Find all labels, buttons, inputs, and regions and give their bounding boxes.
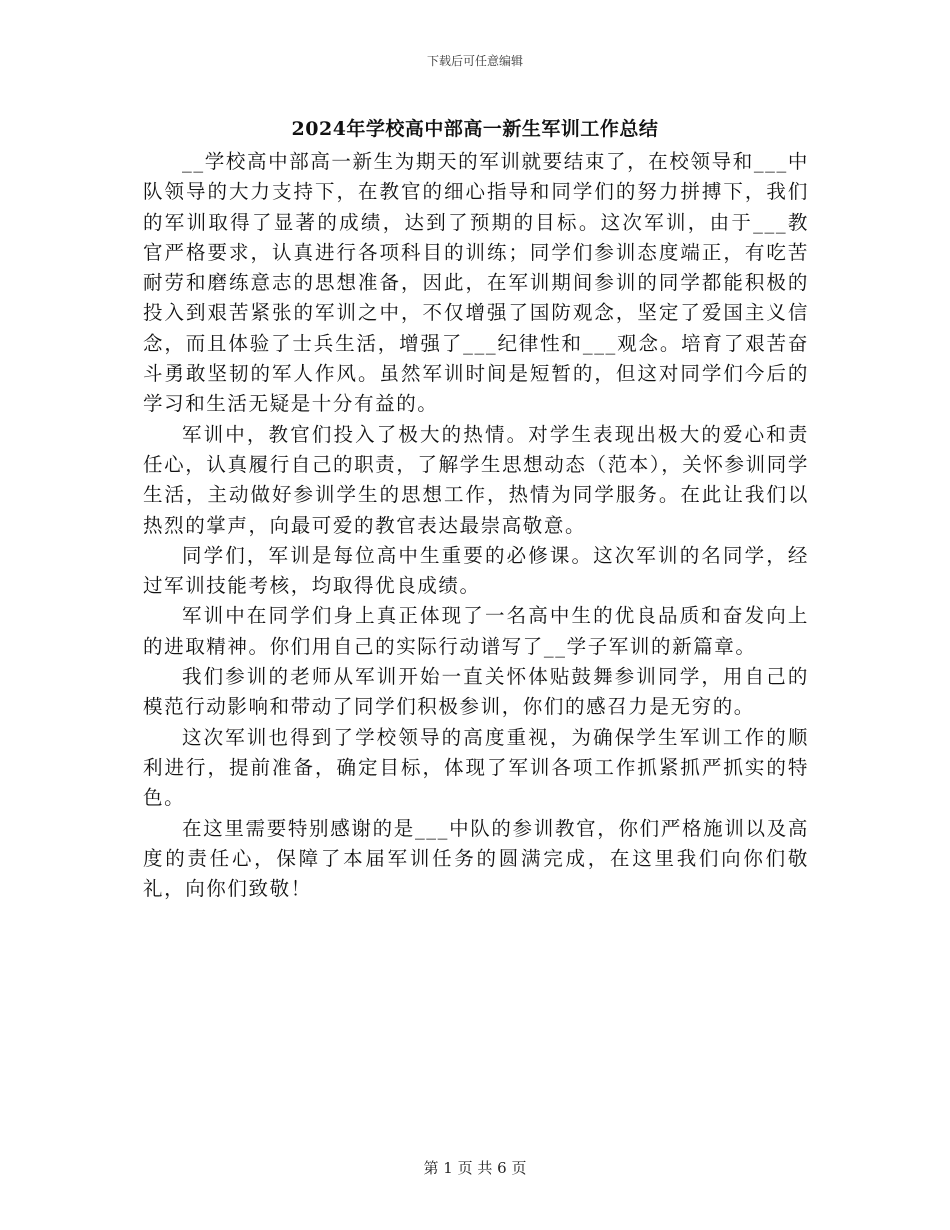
- paragraph: 同学们，军训是每位高中生重要的必修课。这次军训的名同学，经过军训技能考核，均取得优良成绩。: [143, 543, 809, 598]
- paragraph: 这次军训也得到了学校领导的高度重视，为确保学生军训工作的顺利进行，提前准备，确定目标，体现了军训各项工作抓紧抓严抓实的特色。: [143, 725, 809, 810]
- paragraph: 我们参训的老师从军训开始一直关怀体贴鼓舞参训同学，用自己的模范行动影响和带动了同学们积极参训，你们的感召力是无穷的。: [143, 665, 809, 719]
- document-title: 2024年学校高中部高一新生军训工作总结: [291, 118, 659, 140]
- paragraph: 军训中，教官们投入了极大的热情。对学生表现出极大的爱心和责任心，认真履行自己的职责，了解学生思想动态（范本），关怀参训同学生活，主动做好参训学生的思想工作，热情为同学服务。在此让我们以热烈的掌声，向最可爱的教官表达最崇高敬意。: [143, 422, 809, 537]
- paragraph: 军训中在同学们身上真正体现了一名高中生的优良品质和奋发向上的进取精神。你们用自己的实际行动谱写了__学子军训的新篇章。: [143, 604, 809, 658]
- paragraph: 在这里需要特别感谢的是___中队的参训教官，你们严格施训以及高度的责任心，保障了本届军训任务的圆满完成，在这里我们向你们敬礼，向你们致敬！: [143, 816, 809, 901]
- page-header-note: 下载后可任意编辑: [426, 54, 523, 68]
- paragraph: __学校高中部高一新生为期天的军训就要结束了，在校领导和___中队领导的大力支持下，在教官的细心指导和同学们的努力拼搏下，我们的军训取得了显著的成绩，达到了预期的目标。这次军训，由于___教官严格要求，认真进行各项科目的训练；同学们参训态度端正，有吃苦耐劳和磨练意志的思想准备，因此，在军训期间参训的同学都能积极的投入到艰苦紧张的军训之中，不仅增强了国防观念，坚定了爱国主义信念，而且体验了士兵生活，增强了___纪律性和___观念。培育了艰苦奋斗勇敢坚韧的军人作风。虽然军训时间是短暂的，但这对同学们今后的学习和生活无疑是十分有益的。: [143, 150, 809, 416]
- page-number-footer: 第 1 页 共 6 页: [423, 1159, 527, 1177]
- document-body: [143, 147, 809, 904]
